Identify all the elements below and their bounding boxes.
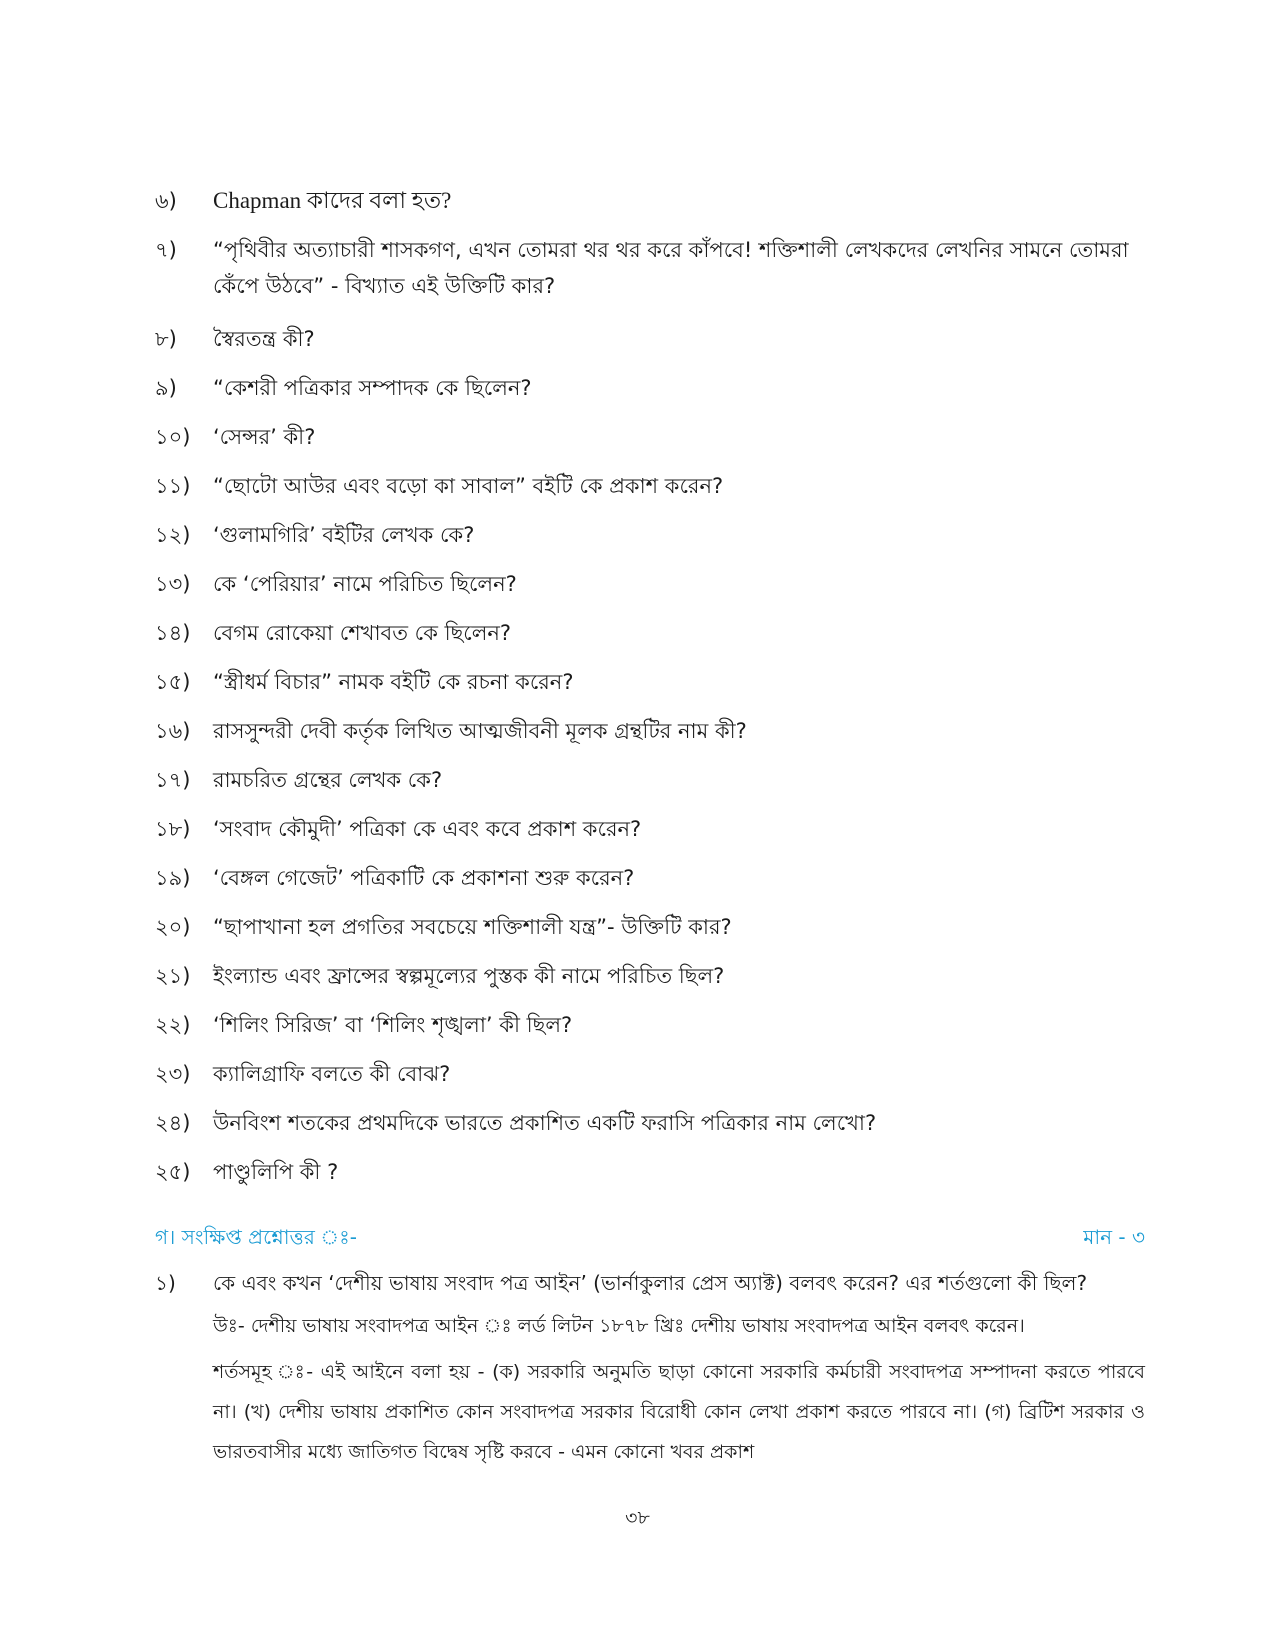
conditions-paragraph: শর্তসমূহ ঃ- এই আইনে বলা হয় - (ক) সরকারি অনুমতি ছাড়া কোনো সরকারি কর্মচারী সংবাদপত্র সম্পাদনা করতে পারবে না। (খ) দেশীয় ভাষায় প্রকাশিত কোন সংবাদপত্র সরকার বিরোধী কোন লেখা প্রকাশ করতে পারবে না। (গ) ব্রিটিশ সরকার ও ভারতবাসীর মধ্যে জাতিগত বিদ্বেষ সৃষ্টি করবে - এমন কোনো খবর প্রকাশ	[213, 1361, 1145, 1463]
question-number: ১৬)	[155, 719, 191, 743]
question-item	[155, 664, 1145, 713]
question-text: “পৃথিবীর অত্যাচারী শাসকগণ, এখন তোমরা থর থর করে কাঁপবে! শক্তিশালী লেখকদের লেখনির সামনে তোমরা কেঁপে উঠবে” - বিখ্যাত এই উক্তিটি কার?	[213, 238, 1129, 298]
question-number: ২৪)	[155, 1111, 191, 1135]
question-item	[155, 615, 1145, 664]
question-text: “ছাপাখানা হল প্রগতির সবচেয়ে শক্তিশালী যন্ত্র”- উক্তিটি কার?	[213, 915, 732, 939]
question-text: ‘সেন্সর’ কী?	[213, 425, 316, 449]
question-item	[155, 713, 1145, 762]
answer-paragraph: উঃ- দেশীয় ভাষায় সংবাদপত্র আইন ঃ লর্ড লিটন ১৮৭৮ খ্রিঃ দেশীয় ভাষায় সংবাদপত্র আইন বলবৎ করেন।	[213, 1315, 1025, 1337]
question-item	[155, 370, 1145, 419]
question-text: “ছোটো আউর এবং বড়ো কা সাবাল” বইটি কে প্রকাশ করেন?	[213, 474, 724, 498]
question-number: ২২)	[155, 1013, 191, 1037]
question-number: ১৩)	[155, 572, 191, 596]
question-text: স্বৈরতন্ত্র কী?	[213, 327, 315, 351]
question-number: ১১)	[155, 474, 191, 498]
question-text: Chapman কাদের বলা হত?	[213, 188, 452, 213]
question-text: ‘শিলিং সিরিজ’ বা ‘শিলিং শৃঙ্খলা’ কী ছিল?	[213, 1013, 573, 1037]
question-text: ‘গুলামগিরি’ বইটির লেখক কে?	[213, 523, 475, 547]
question-item	[155, 517, 1145, 566]
question-text: ‘বেঙ্গল গেজেট’ পত্রিকাটি কে প্রকাশনা শুরু করেন?	[213, 866, 635, 890]
question-list	[155, 183, 1145, 1203]
short-answer-block	[155, 1266, 1145, 1472]
question-text: পাণ্ডুলিপি কী ?	[213, 1160, 339, 1184]
question-number: ৯)	[155, 376, 177, 400]
question-item	[155, 183, 1145, 232]
section-title: গ। সংক্ষিপ্ত প্রশ্নোত্তর ঃ-	[155, 1225, 357, 1249]
question-number: ২০)	[155, 915, 191, 939]
section-heading	[155, 1222, 1145, 1252]
question-text: উনবিংশ শতকের প্রথমদিকে ভারতে প্রকাশিত একটি ফরাসি পত্রিকার নাম লেখো?	[213, 1111, 877, 1135]
question-item	[155, 1154, 1145, 1203]
question-item	[155, 909, 1145, 958]
question-item	[155, 860, 1145, 909]
question-number: ৬)	[155, 189, 177, 213]
question-item	[155, 1056, 1145, 1105]
question-text: রামচরিত গ্রন্থের লেখক কে?	[213, 768, 443, 792]
question-number: ২১)	[155, 964, 191, 988]
question-number: ১৪)	[155, 621, 191, 645]
page-number: ৩৮	[625, 1507, 650, 1529]
question-item	[155, 1105, 1145, 1154]
question-item	[155, 232, 1145, 318]
question-text: ‘সংবাদ কৌমুদী’ পত্রিকা কে এবং কবে প্রকাশ করেন?	[213, 817, 642, 841]
question-item	[155, 762, 1145, 811]
section-marks: মান - ৩	[1083, 1225, 1145, 1249]
question-text: “কেশরী পত্রিকার সম্পাদক কে ছিলেন?	[213, 376, 532, 400]
question-text: কে এবং কখন ‘দেশীয় ভাষায় সংবাদ পত্র আইন’ (ভার্নাকুলার প্রেস অ্যাক্ট) বলবৎ করেন? এর শর্তগুলো কী ছিল?	[213, 1271, 1088, 1295]
question-number: ৮)	[155, 327, 177, 351]
question-text: ইংল্যান্ড এবং ফ্রান্সের স্বল্পমূল্যের পুস্তক কী নামে পরিচিত ছিল?	[213, 964, 725, 988]
question-number: ১২)	[155, 523, 191, 547]
question-item	[155, 811, 1145, 860]
question-number: ১০)	[155, 425, 191, 449]
question-number: ১৫)	[155, 670, 191, 694]
question-number: ১৮)	[155, 817, 191, 841]
question-item	[155, 419, 1145, 468]
question-item	[155, 1007, 1145, 1056]
question-item	[155, 958, 1145, 1007]
question-text: বেগম রোকেয়া শেখাবত কে ছিলেন?	[213, 621, 512, 645]
question-number: ১৭)	[155, 768, 191, 792]
question-item	[155, 566, 1145, 615]
question-number: ৭)	[155, 238, 177, 262]
question-item	[155, 321, 1145, 370]
question-text: কে ‘পেরিয়ার’ নামে পরিচিত ছিলেন?	[213, 572, 517, 596]
question-text: “স্ত্রীধর্ম বিচার” নামক বইটি কে রচনা করেন?	[213, 670, 574, 694]
short-answer-question	[155, 1266, 1145, 1300]
question-number: ২৩)	[155, 1062, 191, 1086]
question-number: ১৯)	[155, 866, 191, 890]
question-text: রাসসুন্দরী দেবী কর্তৃক লিখিত আত্মজীবনী মূলক গ্রন্থটির নাম কী?	[213, 719, 747, 743]
question-number: ২৫)	[155, 1160, 191, 1184]
question-text: ক্যালিগ্রাফি বলতে কী বোঝ?	[213, 1062, 451, 1086]
question-number: ১)	[155, 1271, 176, 1295]
question-item	[155, 468, 1145, 517]
